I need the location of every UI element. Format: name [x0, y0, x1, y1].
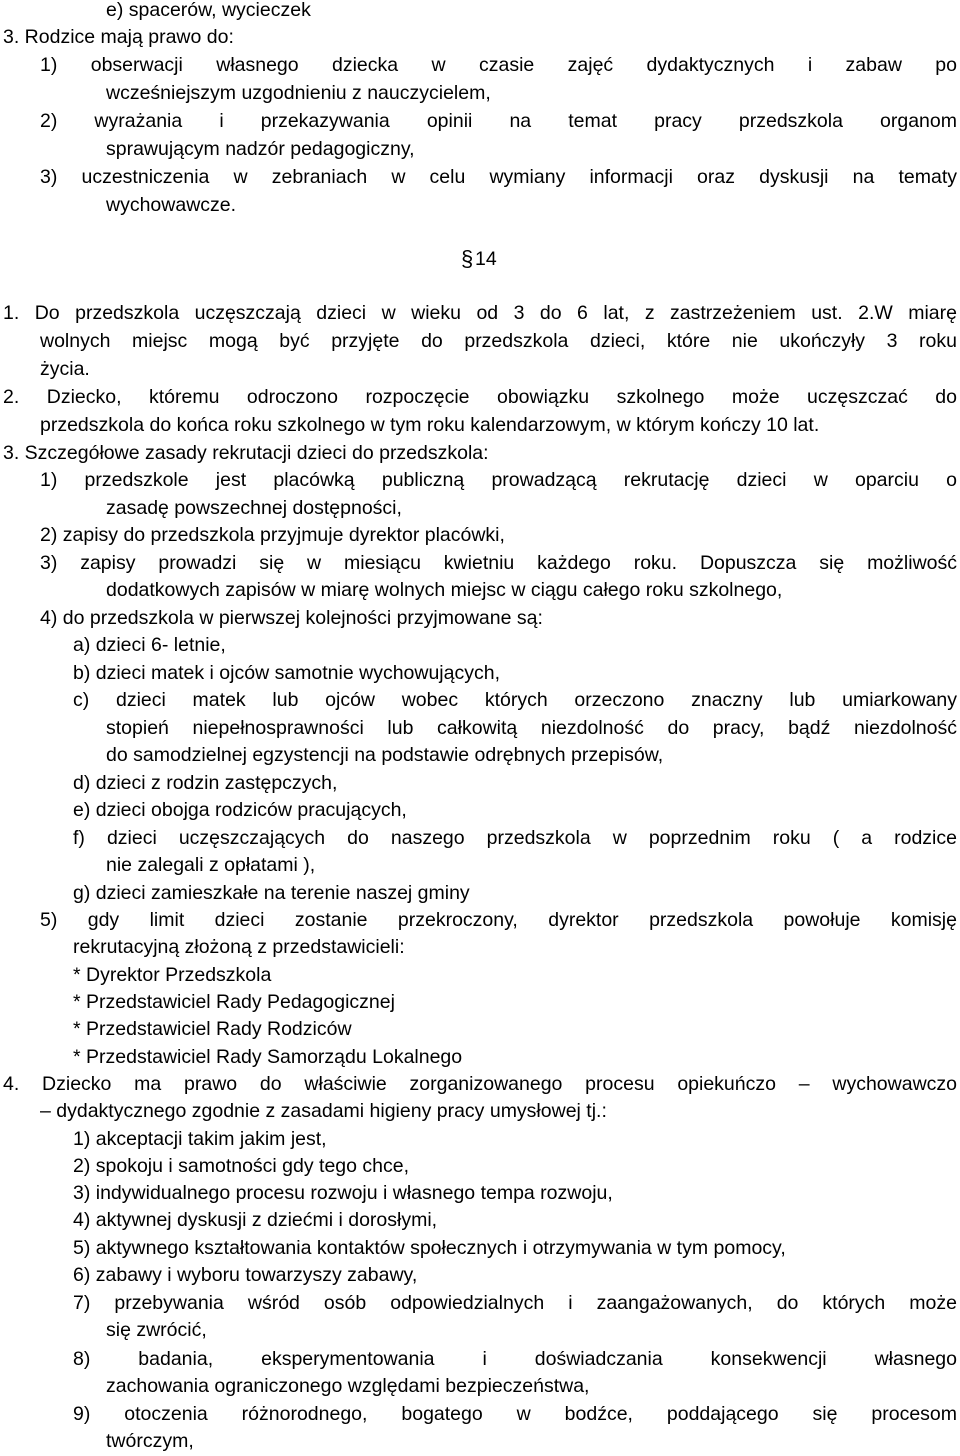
text-line: e) spacerów, wycieczek	[106, 0, 311, 21]
text-line: wolnych miejsc mogą być przyjęte do przedszkola dzieci, które nie ukończyły 3 roku	[40, 330, 957, 352]
text-line: 5) aktywnego kształtowania kontaktów społecznych i otrzymywania w tym pomocy,	[73, 1237, 786, 1259]
text-line: 3) zapisy prowadzi się w miesiącu kwietniu każdego roku. Dopuszcza się możliwość	[40, 552, 957, 574]
text-line: rekrutacyjną złożoną z przedstawicieli:	[73, 936, 405, 958]
text-line: – dydaktycznego zgodnie z zasadami higieny pracy umysłowej tj.:	[40, 1100, 607, 1122]
text-line: 1) przedszkole jest placówką publiczną prowadzącą rekrutację dzieci w oparciu o	[40, 469, 957, 491]
text-line: 1) akceptacji takim jakim jest,	[73, 1128, 327, 1150]
text-line: się zwrócić,	[106, 1319, 207, 1341]
text-line: zasadę powszechnej dostępności,	[106, 497, 402, 519]
section-symbol: §	[461, 246, 474, 271]
text-line: 1) obserwacji własnego dziecka w czasie zajęć dydaktycznych i zabaw po	[40, 54, 957, 76]
text-line: dodatkowych zapisów w miarę wolnych miejsc w ciągu całego roku szkolnego,	[106, 579, 783, 601]
text-line: 8) badania, eksperymentowania i doświadczania konsekwencji własnego	[73, 1348, 957, 1370]
text-line: 2. Dziecko, któremu odroczono rozpoczęcie obowiązku szkolnego może uczęszczać do	[3, 386, 957, 408]
text-line: c) dzieci matek lub ojców wobec których orzeczono znaczny lub umiarkowany	[73, 689, 957, 711]
text-line: g) dzieci zamieszkałe na terenie naszej gminy	[73, 882, 470, 904]
text-line: przedszkola do końca roku szkolnego w tym roku kalendarzowym, w którym kończy 10 lat.	[40, 414, 820, 436]
text-line: d) dzieci z rodzin zastępczych,	[73, 772, 338, 794]
text-line: twórczym,	[106, 1430, 194, 1452]
text-line: 4) aktywnej dyskusji z dziećmi i dorosłymi,	[73, 1209, 438, 1231]
text-line: * Przedstawiciel Rady Pedagogicznej	[73, 991, 395, 1013]
text-line: 6) zabawy i wyboru towarzyszy zabawy,	[73, 1264, 418, 1286]
text-line: 1. Do przedszkola uczęszczają dzieci w wieku od 3 do 6 lat, z zastrzeżeniem ust. 2.W miarę	[3, 302, 957, 324]
text-line: sprawującym nadzór pedagogiczny,	[106, 138, 415, 160]
text-line: b) dzieci matek i ojców samotnie wychowujących,	[73, 662, 501, 684]
text-line: 4. Dziecko ma prawo do właściwie zorganizowanego procesu opiekuńczo – wychowawczo	[3, 1073, 957, 1095]
text-line: zachowania ograniczonego względami bezpieczeństwa,	[106, 1375, 590, 1397]
text-line: 2) zapisy do przedszkola przyjmuje dyrektor placówki,	[40, 524, 505, 546]
text-line: 2) wyrażania i przekazywania opinii na temat pracy przedszkola organom	[40, 110, 957, 132]
text-line: e) dzieci obojga rodziców pracujących,	[73, 799, 407, 821]
text-line: a) dzieci 6- letnie,	[73, 634, 226, 656]
text-line: * Przedstawiciel Rady Rodziców	[73, 1018, 352, 1040]
text-line: f) dzieci uczęszczających do naszego przedszkola w poprzednim roku ( a rodzice	[73, 827, 957, 849]
text-line: 3) uczestniczenia w zebraniach w celu wymiany informacji oraz dyskusji na tematy	[40, 166, 957, 188]
text-line: * Dyrektor Przedszkola	[73, 964, 272, 986]
text-line: wychowawcze.	[106, 194, 237, 216]
text-line: życia.	[40, 358, 90, 380]
section-number: 14	[475, 248, 497, 270]
text-line: wcześniejszym uzgodnieniu z nauczycielem,	[106, 82, 491, 104]
text-line: stopień niepełnosprawności lub całkowitą niezdolność do pracy, bądź niezdolność	[106, 717, 957, 739]
text-line: 5) gdy limit dzieci zostanie przekroczony, dyrektor przedszkola powołuje komisję	[40, 909, 957, 931]
text-line: * Przedstawiciel Rady Samorządu Lokalnego	[73, 1046, 463, 1068]
text-line: 4) do przedszkola w pierwszej kolejności przyjmowane są:	[40, 607, 543, 629]
text-line: 3) indywidualnego procesu rozwoju i własnego tempa rozwoju,	[73, 1182, 613, 1204]
text-line: 2) spokoju i samotności gdy tego chce,	[73, 1155, 410, 1177]
text-line: 9) otoczenia różnorodnego, bogatego w bodźce, poddającego się procesom	[73, 1403, 957, 1425]
text-line: 7) przebywania wśród osób odpowiedzialnych i zaangażowanych, do których może	[73, 1292, 957, 1314]
text-line: 3. Szczegółowe zasady rekrutacji dzieci do przedszkola:	[3, 442, 489, 464]
text-line: do samodzielnej egzystencji na podstawie odrębnych przepisów,	[106, 744, 664, 766]
text-line: nie zalegali z opłatami ),	[106, 854, 316, 876]
text-line: 3. Rodzice mają prawo do:	[3, 26, 234, 48]
